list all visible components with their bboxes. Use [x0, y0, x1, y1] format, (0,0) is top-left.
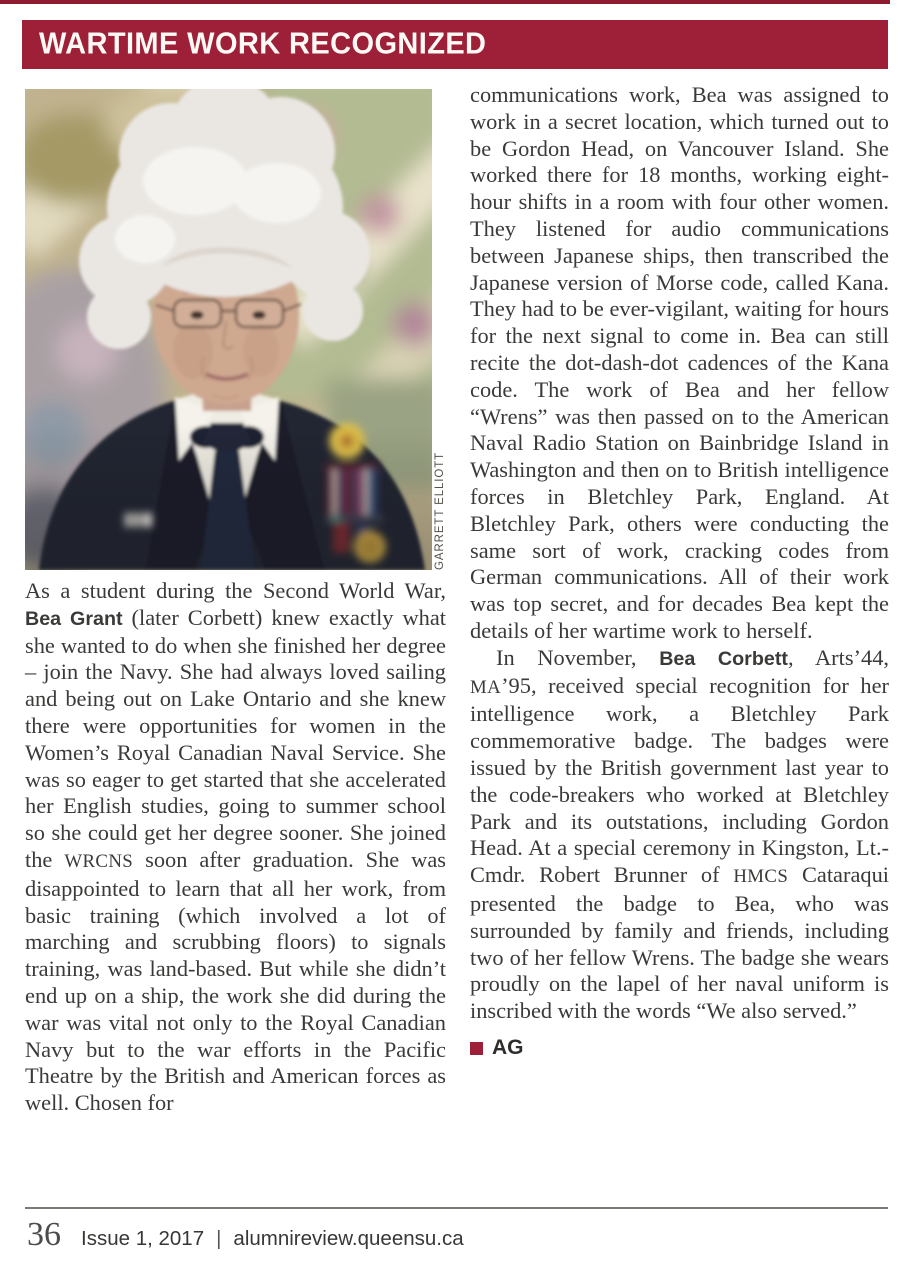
article-paragraph: In November, Bea Corbett, Arts’44, MA’95, received special recognition for her intelligence work, a Bletchley Park commemorative badge. The badges were issued by the British government last year to the code-breakers who worked at Bletchley Park and its outstations, including Gordon Head. At a special ceremony in Kingston, Lt.-Cmdr. Robert Brunner of HMCS Cataraqui presented the badge to Bea, who was surrounded by family and friends, including two of her fellow Wrens. The badge she wears proudly on the lapel of her naval uniform is inscribed with the words “We also served.” [470, 644, 890, 1024]
article-photo [25, 89, 432, 570]
article-paragraph: communications work, Bea was assigned to work in a secret location, which turned out to be Gordon Head, on Vancouver Island. She worked there for 18 months, working eight-hour shifts in a room with four other women. They listened for audio communications between Japanese ships, then transcribed the Japanese version of Morse code, called Kana. They had to be ever-vigilant, waiting for hours for the next signal to come in. Bea can still recite the dot-dash-dot cadences of the Kana code. The work of Bea and her fellow “Wrens” was then passed on to the American Naval Radio Station on Bainbridge Island in Washington and then on to British intelligence forces in Bletchley Park, England. At Bletchley Park, others were conducting the same sort of work, cracking codes from German communications. All of their work was top secret, and for decades Bea kept the details of her wartime work to herself. [470, 82, 889, 643]
photo-credit: GARRETT ELLIOTT [434, 451, 446, 570]
end-of-article-square-icon [470, 1042, 483, 1055]
byline [470, 1035, 889, 1062]
top-rule [0, 0, 890, 4]
page-title: WARTIME WORK RECOGNIZED [39, 27, 487, 61]
photo-vignette [25, 89, 432, 570]
page-number: 36 [27, 1216, 61, 1253]
page-footer [27, 1218, 887, 1252]
footer-website: alumnireview.queensu.ca [233, 1227, 464, 1250]
article-column-right [470, 82, 889, 1062]
footer-rule [25, 1207, 888, 1209]
article-column-left [25, 578, 446, 1117]
section-header-bar [22, 20, 888, 69]
byline-initials: AG [492, 1035, 524, 1059]
portrait-photo-illustration [25, 89, 432, 570]
footer-issue: Issue 1, 2017 [81, 1227, 205, 1250]
footer-separator: | [216, 1227, 222, 1250]
article-paragraph: As a student during the Second World War, Bea Grant (later Corbett) knew exactly what she wanted to do when she finished her degree – join the Navy. She had always loved sailing and being out on Lake Ontario and she knew there were opportunities for women in the Women’s Royal Canadian Naval Service. She was so eager to get started that she accelerated her English studies, going to summer school so she could get her degree sooner. She joined the WRCNS soon after graduation. She was disappointed to learn that all her work, from basic training (which involved a lot of marching and scrubbing floors) to signals training, was land-based. But while she didn’t end up on a ship, the work she did during the war was vital not only to the Royal Canadian Navy but to the war efforts in the Pacific Theatre by the British and American forces as well. Chosen for [25, 578, 446, 1116]
